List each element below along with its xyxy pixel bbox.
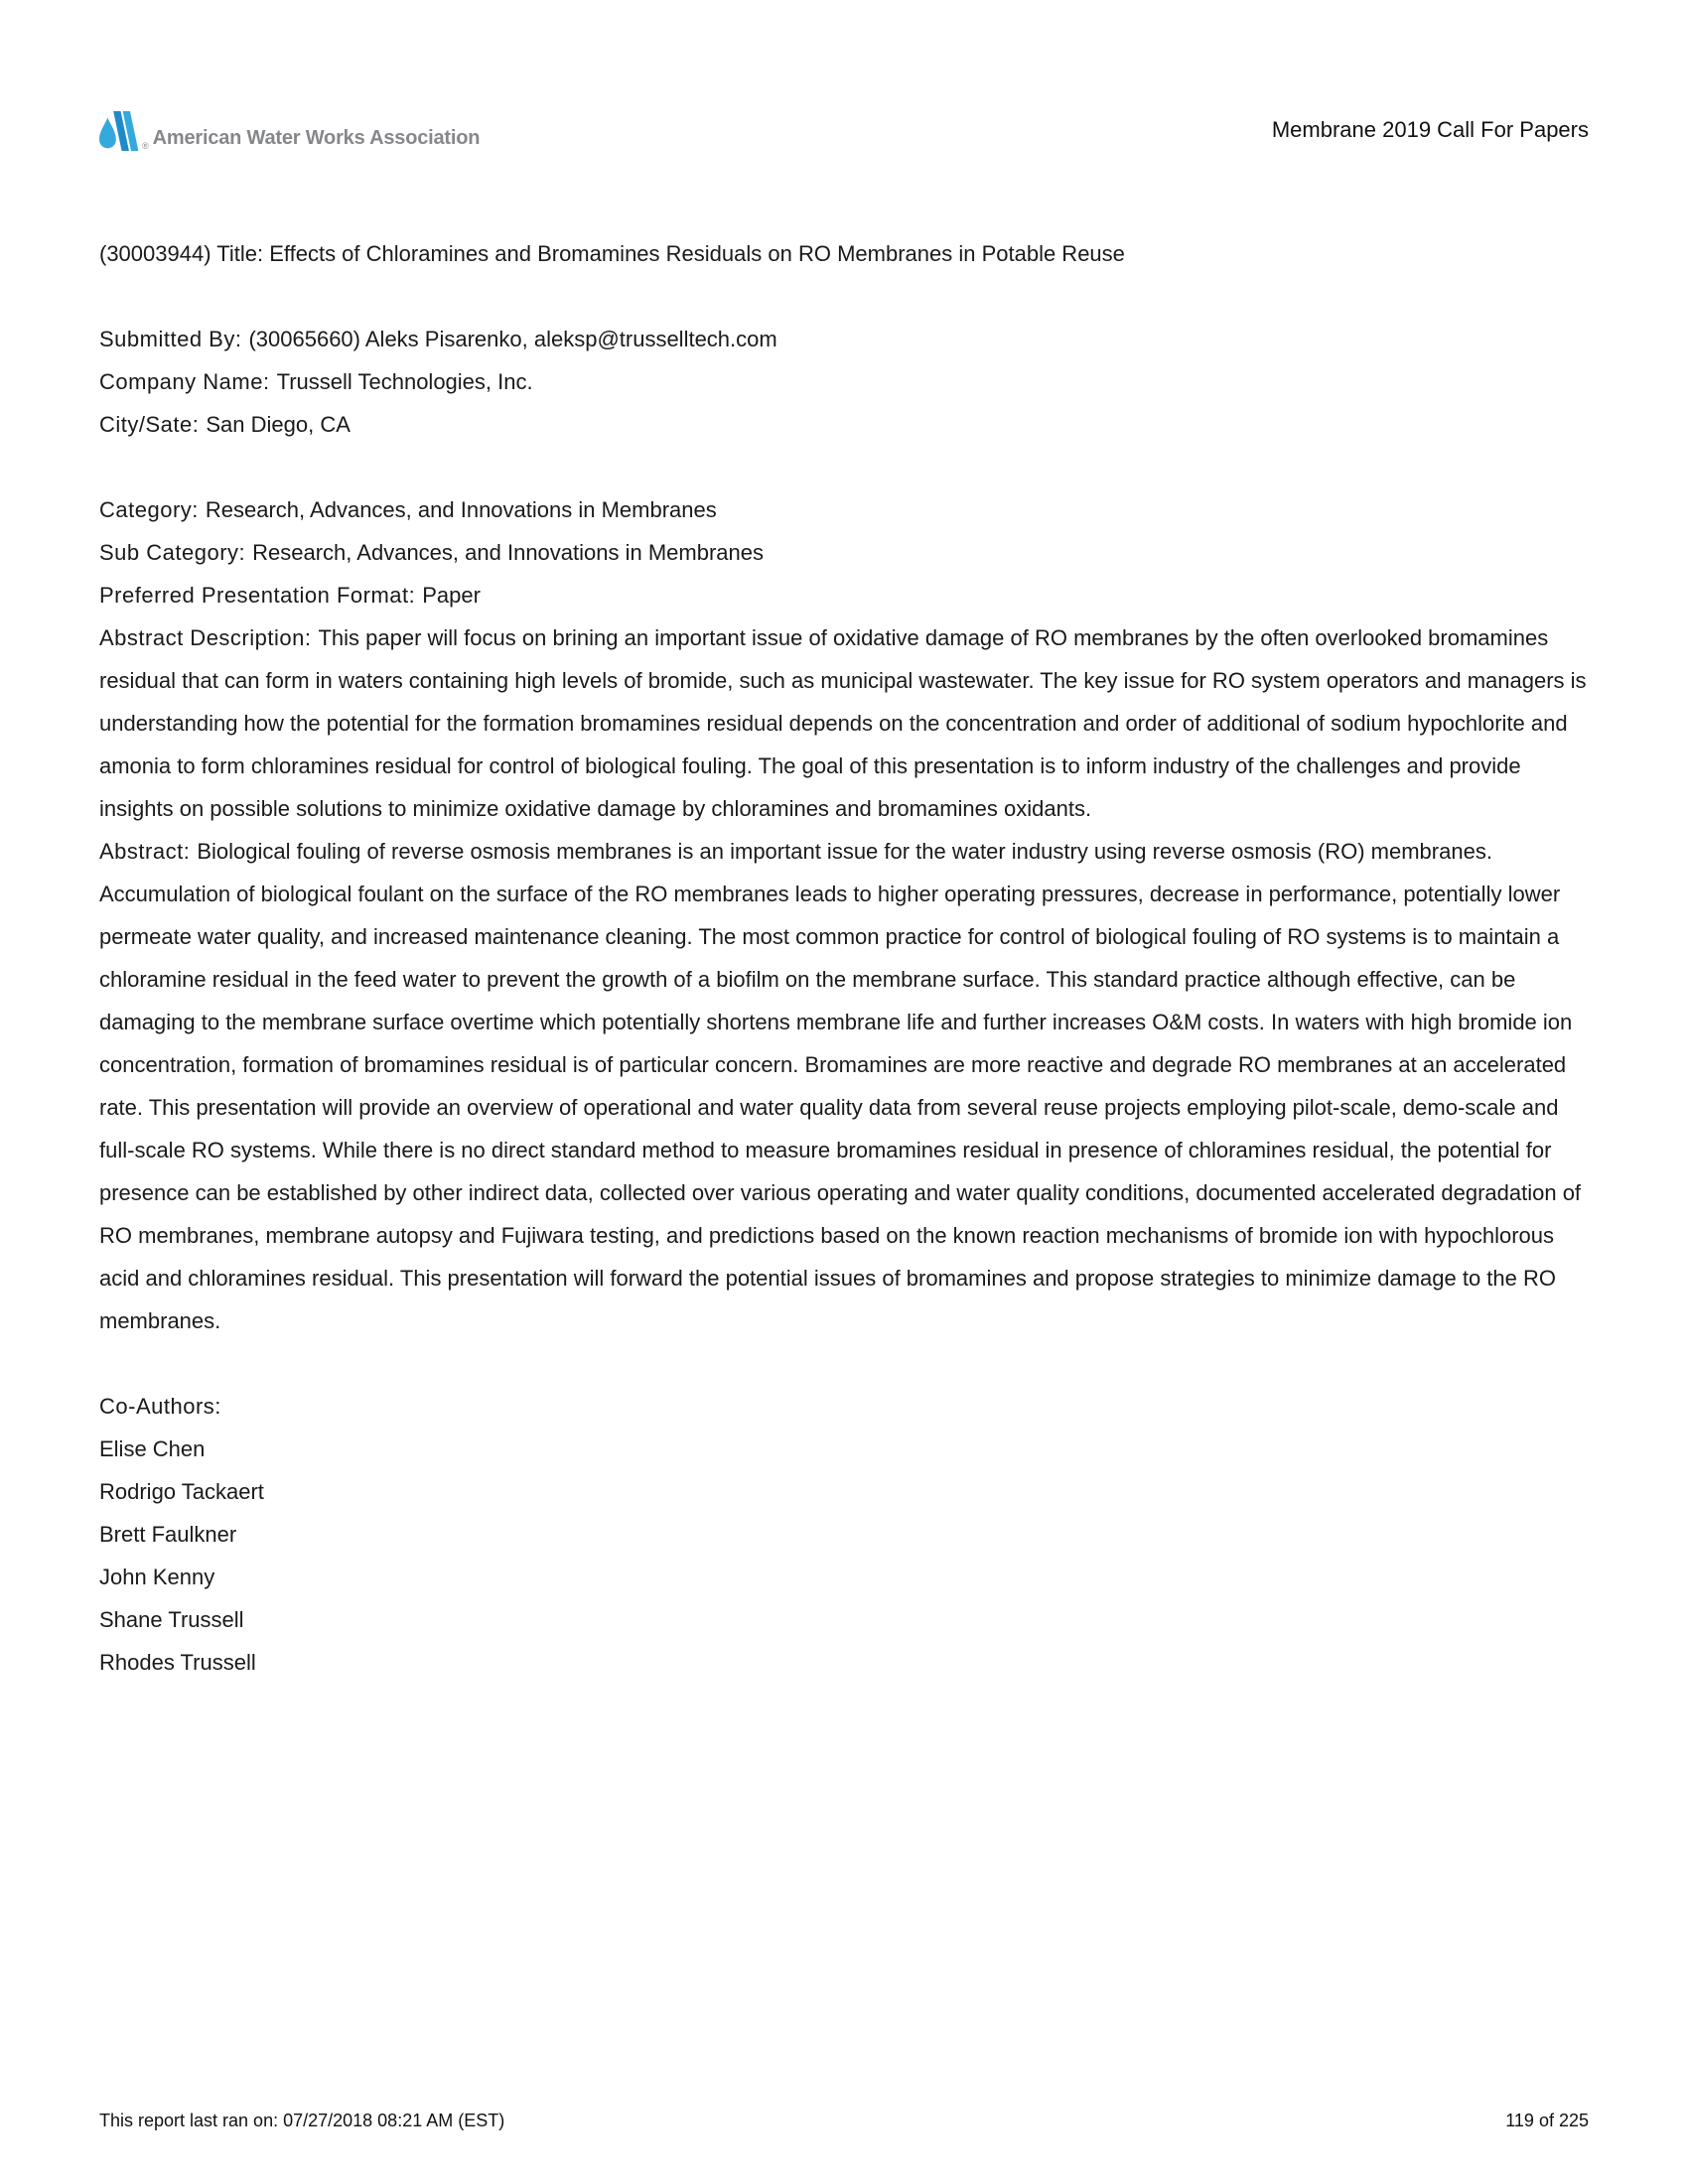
category-value: Research, Advances, and Innovations in Membranes [205, 497, 717, 522]
abstract-text: Biological fouling of reverse osmosis membranes is an important issue for the water industry using reverse osmosis (RO) membranes. Accumulation of biological foulant on the surface of the RO membranes leads to higher operating pressures, decrease in performance, potentially lower permeate water quality, and increased maintenance cleaning. The most common practice for control of biological fouling of RO systems is to maintain a chloramine residual in the feed water to prevent the growth of a biofilm on the membrane surface. This standard practice although effective, can be damaging to the membrane surface overtime which potentially shortens membrane life and further increases O&M costs. In waters with high bromide ion concentration, formation of bromamines residual is of particular concern. Bromamines are more reactive and degrade RO membranes at an accelerated rate. This presentation will provide an overview of operational and water quality data from several reuse projects employing pilot-scale, demo-scale and full-scale RO systems. While there is no direct standard method to measure bromamines residual in presence of chloramines residual, the potential for presence can be established by other indirect data, collected over various operating and water quality conditions, documented accelerated degradation of RO membranes, membrane autopsy and Fujiwara testing, and predictions based on the known reaction mechanisms of bromide ion with hypochlorous acid and chloramines residual. This presentation will forward the potential issues of bromamines and propose strategies to minimize damage to the RO membranes. [99, 839, 1582, 1333]
sub-category-value: Research, Advances, and Innovations in Membranes [252, 540, 764, 565]
registered-trademark-symbol: ® [142, 141, 149, 151]
abstract-label: Abstract: [99, 839, 191, 864]
submitted-by-label: Submitted By: [99, 327, 242, 351]
water-drop-icon [99, 109, 141, 153]
abstract-description-label: Abstract Description: [99, 625, 312, 650]
logo-wordmark: American Water Works Association [152, 127, 481, 149]
co-authors-section [99, 1385, 1589, 1684]
presentation-format-value: Paper [422, 583, 481, 608]
company-name-value: Trussell Technologies, Inc. [276, 369, 533, 394]
presentation-format-label: Preferred Presentation Format: [99, 583, 416, 608]
co-author-name: Rhodes Trussell [99, 1650, 256, 1675]
city-state-row [99, 403, 1589, 446]
co-authors-label: Co-Authors: [99, 1394, 221, 1419]
co-author-name: Shane Trussell [99, 1607, 244, 1632]
abstract-paragraph [99, 830, 1589, 1342]
co-author-name: John Kenny [99, 1565, 215, 1589]
co-author-name: Rodrigo Tackaert [99, 1479, 264, 1504]
page-number: 119 of 225 [1505, 2111, 1589, 2130]
page-footer [99, 2111, 1589, 2131]
company-name-row [99, 360, 1589, 403]
page-header [99, 109, 1589, 171]
report-last-ran-text: This report last ran on: 07/27/2018 08:21 AM (EST) [99, 2111, 505, 2130]
co-author-name: Brett Faulkner [99, 1522, 237, 1547]
awwa-logo [99, 109, 480, 153]
sub-category-label: Sub Category: [99, 540, 246, 565]
category-section [99, 488, 1589, 616]
submitted-by-row [99, 318, 1589, 360]
abstract-title-line: (30003944) Title: Effects of Chloramines and Bromamines Residuals on RO Membranes in Potable Reuse [99, 241, 1125, 266]
sub-category-row [99, 531, 1589, 574]
page-content [99, 0, 1589, 1684]
company-name-label: Company Name: [99, 369, 270, 394]
presentation-format-row [99, 574, 1589, 616]
co-author-name: Elise Chen [99, 1436, 206, 1461]
category-row [99, 488, 1589, 531]
submission-info-section [99, 318, 1589, 446]
category-label: Category: [99, 497, 199, 522]
abstract-description-paragraph [99, 616, 1589, 830]
city-state-label: City/Sate: [99, 412, 200, 437]
abstract-description-text: This paper will focus on brining an important issue of oxidative damage of RO membranes by the often overlooked bromamines residual that can form in waters containing high levels of bromide, such as municipal wastewater. The key issue for RO system operators and managers is understanding how the potential for the formation bromamines residual depends on the concentration and order of additional of sodium hypochlorite and amonia to form chloramines residual for control of biological fouling. The goal of this presentation is to inform industry of the challenges and provide insights on possible solutions to minimize oxidative damage by chloramines and bromamines oxidants. [99, 625, 1587, 821]
city-state-value: San Diego, CA [206, 412, 351, 437]
report-title: Membrane 2019 Call For Papers [1271, 117, 1589, 142]
submitted-by-value: (30065660) Aleks Pisarenko, aleksp@trusselltech.com [248, 327, 777, 351]
